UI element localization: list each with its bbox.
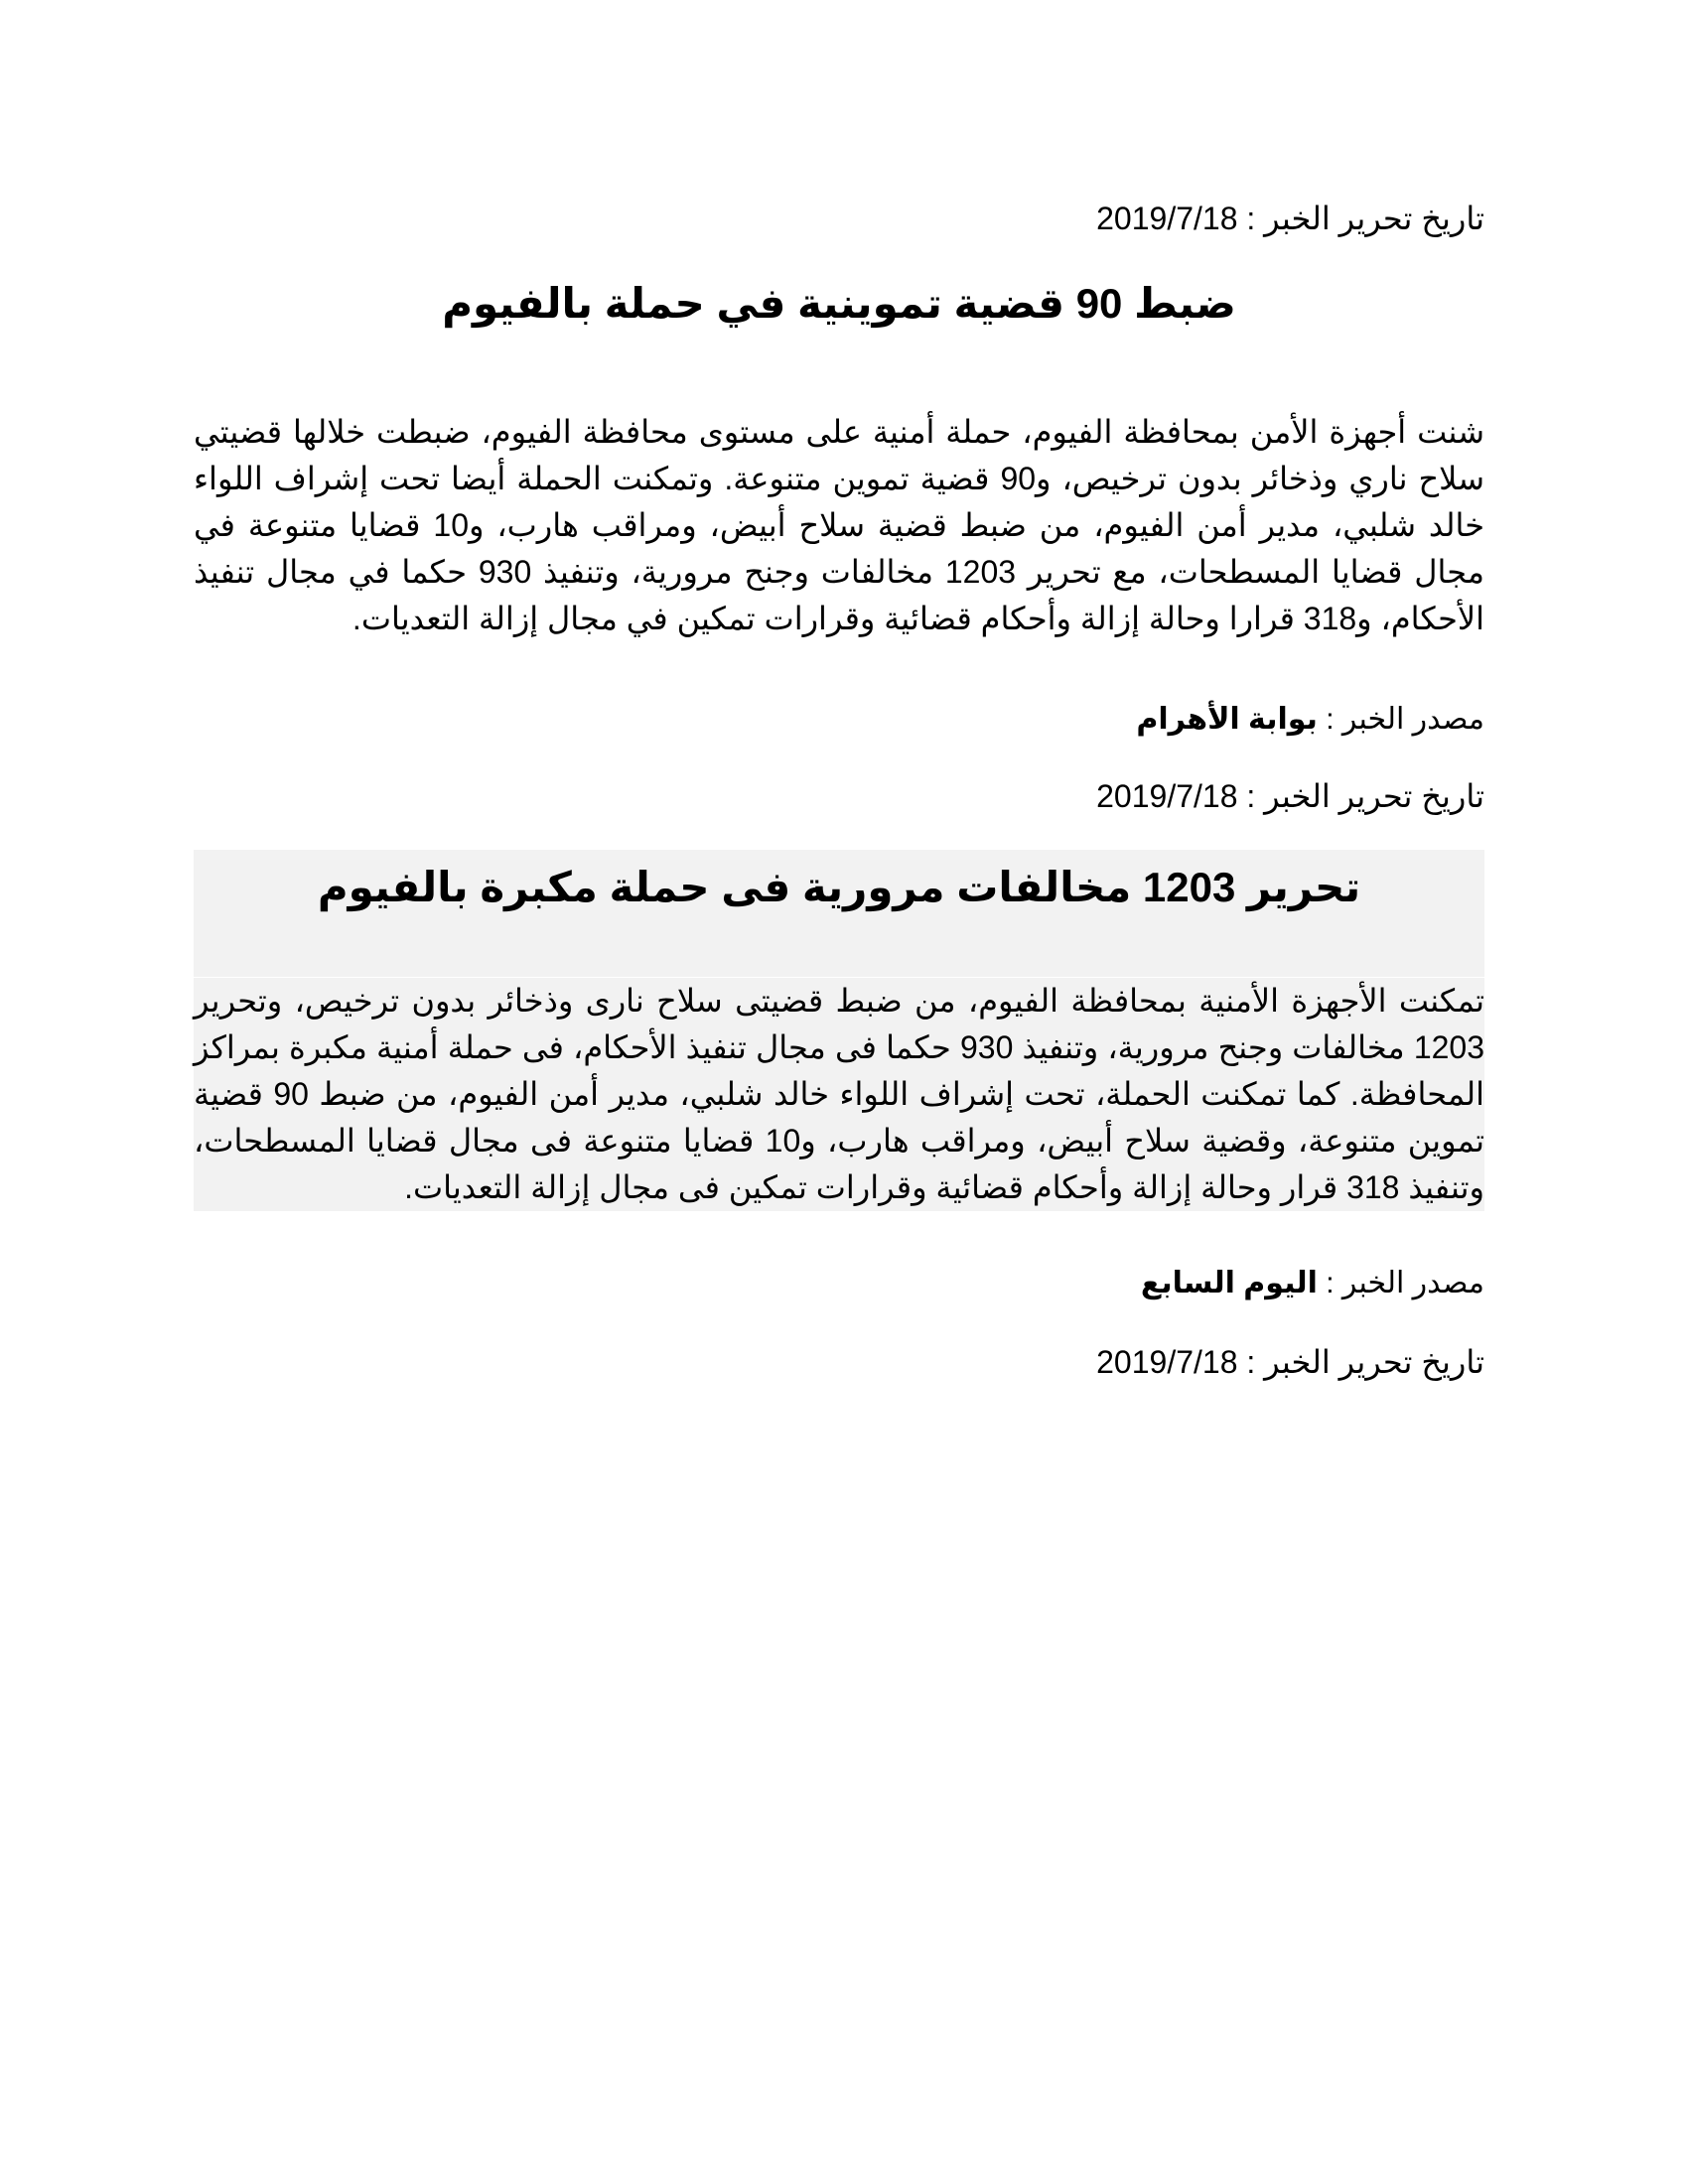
date-label: تاريخ تحرير الخبر : <box>1246 1344 1484 1380</box>
article-1-body: شنت أجهزة الأمن بمحافظة الفيوم، حملة أمنية على مستوى محافظة الفيوم، ضبطت خلالها قضيتي سلاح ناري وذخائر بدون ترخيص، و90 قضية تموين متنوعة. وتمكنت الحملة أيضا تحت إشراف اللواء خالد شلبي، مدير أمن الفيوم، من ضبط قضية سلاح أبيض، ومراقب هارب، و10 قضايا متنوعة في مجال قضايا المسطحات، مع تحرير 1203 مخالفات وجنح مرورية، وتنفيذ 930 حكما في مجال تنفيذ الأحكام، و318 قرارا وحالة إزالة وأحكام قضائية وقرارات تمكين في مجال إزالة التعديات. <box>194 414 1485 636</box>
date-label: تاريخ تحرير الخبر : <box>1246 201 1484 236</box>
article-2-source <box>194 1264 1484 1303</box>
article-1-source <box>194 700 1484 740</box>
source-value: بوابة الأهرام <box>1136 703 1318 736</box>
source-label: مصدر الخبر : <box>1326 1267 1484 1299</box>
article-2-body: تمكنت الأجهزة الأمنية بمحافظة الفيوم، من ضبط قضيتى سلاح نارى وذخائر بدون ترخيص، وتحرير 1203 مخالفات وجنح مرورية، وتنفيذ 930 حكما فى مجال تنفيذ الأحكام، فى حملة أمنية مكبرة بمراكز المحافظة. كما تمكنت الحملة، تحت إشراف اللواء خالد شلبي، مدير أمن الفيوم، من ضبط 90 قضية تموين متنوعة، وقضية سلاح أبيض، ومراقب هارب، و10 قضايا متنوعة فى مجال قضايا المسطحات، وتنفيذ 318 قرار وحالة إزالة وأحكام قضائية وقرارات تمكين فى مجال إزالة التعديات. <box>194 978 1484 1211</box>
source-label: مصدر الخبر : <box>1326 703 1484 736</box>
article-2-date <box>194 776 1484 816</box>
article-1-title: ضبط 90 قضية تموينية في حملة بالفيوم <box>442 280 1236 327</box>
date-value: 2019/7/18 <box>1096 778 1238 814</box>
article-3-date <box>194 1342 1484 1382</box>
date-label: تاريخ تحرير الخبر : <box>1246 778 1484 814</box>
source-value: اليوم السابع <box>1140 1267 1318 1299</box>
document-page <box>194 0 1484 2184</box>
date-value: 2019/7/18 <box>1096 201 1238 236</box>
article-2-title: تحرير 1203 مخالفات مرورية فى حملة مكبرة بالفيوم <box>317 864 1361 910</box>
article-1-date <box>194 199 1484 238</box>
date-value: 2019/7/18 <box>1096 1344 1238 1380</box>
